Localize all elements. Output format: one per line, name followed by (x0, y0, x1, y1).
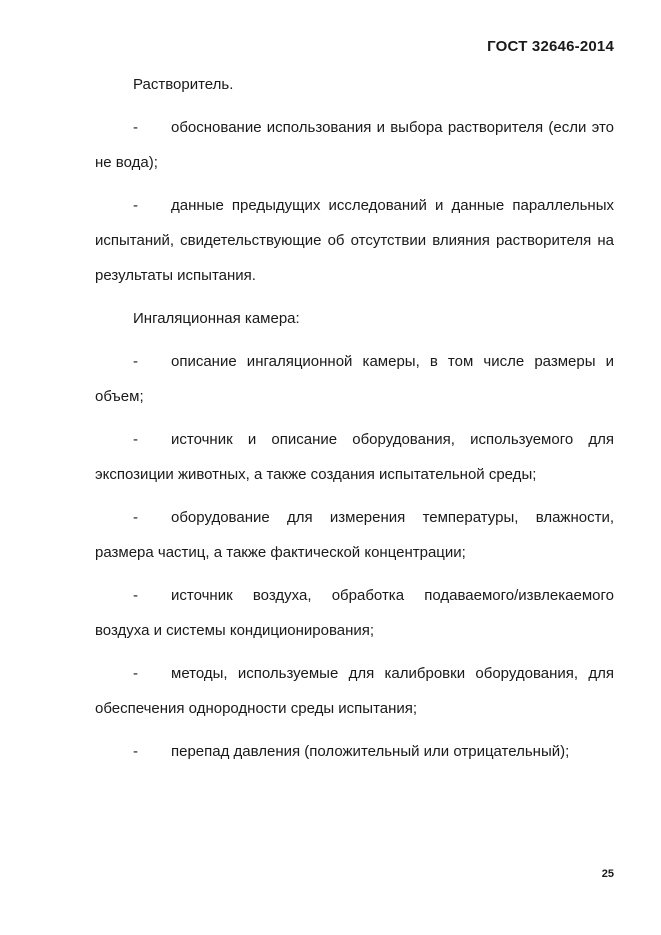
list-item-text: оборудование для измерения температуры, влажности, размера частиц, а также фактической концентрации; (95, 509, 614, 561)
section-heading-chamber: Ингаляционная камера: (133, 310, 300, 327)
dash-marker: - (133, 665, 138, 682)
dash-marker: - (133, 353, 138, 370)
list-item (95, 656, 614, 726)
list-item-text: описание ингаляционной камеры, в том числе размеры и объем; (95, 353, 614, 405)
section-heading-solvent: Растворитель. (133, 76, 234, 93)
dash-marker: - (133, 587, 138, 604)
dash-marker: - (133, 119, 138, 136)
document-body (95, 67, 614, 777)
list-item-text: источник и описание оборудования, используемого для экспозиции животных, а также создания испытательной среды; (95, 431, 614, 483)
dash-marker: - (133, 431, 138, 448)
list-item (95, 188, 614, 293)
dash-marker: - (133, 197, 138, 214)
dash-marker: - (133, 509, 138, 526)
dash-marker: - (133, 743, 138, 760)
list-item (95, 734, 614, 769)
list-item (95, 422, 614, 492)
document-header: ГОСТ 32646-2014 (487, 38, 614, 55)
list-item (95, 344, 614, 414)
list-item-text: перепад давления (положительный или отрицательный); (171, 743, 570, 760)
page-number: 25 (601, 868, 614, 880)
list-item-text: методы, используемые для калибровки оборудования, для обеспечения однородности среды испытания; (95, 665, 614, 717)
list-item-text: обоснование использования и выбора растворителя (если это не вода); (95, 119, 614, 171)
list-item (95, 578, 614, 648)
list-item (95, 500, 614, 570)
list-item (95, 110, 614, 180)
list-item-text: данные предыдущих исследований и данные параллельных испытаний, свидетельствующие об отсутствии влияния растворителя на результаты испытания. (95, 197, 614, 284)
list-item-text: источник воздуха, обработка подаваемого/извлекаемого воздуха и системы кондиционирования; (95, 587, 614, 639)
